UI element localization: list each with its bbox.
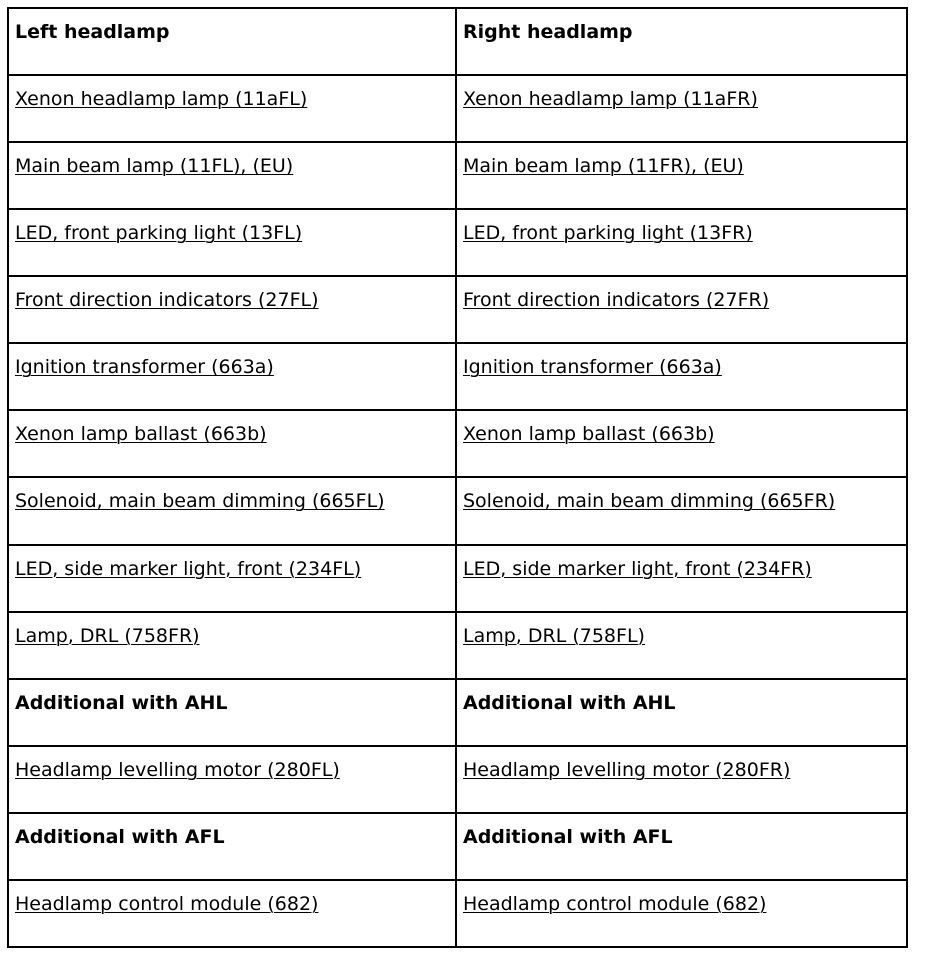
- table-cell: [456, 813, 907, 880]
- table-cell: [8, 276, 456, 343]
- table-cell: [8, 142, 456, 209]
- table-row: [8, 410, 907, 477]
- table-row: [8, 75, 907, 142]
- table-cell: [8, 679, 456, 746]
- left-headlamp-heading: Left headlamp: [15, 21, 170, 43]
- table-cell: [8, 343, 456, 410]
- right-headlamp-heading: Right headlamp: [463, 21, 633, 43]
- ahl-heading-right: Additional with AHL: [463, 691, 676, 714]
- component-link-left[interactable]: Headlamp control module (682): [15, 892, 319, 915]
- component-link-right[interactable]: LED, front parking light (13FR): [463, 222, 753, 245]
- afl-heading-left: Additional with AFL: [15, 825, 225, 848]
- table-row: [8, 612, 907, 679]
- section-heading-row-afl: [8, 813, 907, 880]
- header-cell-right: [456, 8, 907, 75]
- table-row: [8, 746, 907, 813]
- table-row: [8, 545, 907, 612]
- component-link-right[interactable]: Lamp, DRL (758FL): [463, 624, 645, 647]
- component-link-right[interactable]: Main beam lamp (11FR), (EU): [463, 155, 744, 178]
- component-link-right[interactable]: Xenon lamp ballast (663b): [463, 423, 715, 446]
- component-link-right[interactable]: Ignition transformer (663a): [463, 356, 722, 379]
- table-cell: [456, 880, 907, 947]
- table-cell: [8, 746, 456, 813]
- component-link-right[interactable]: LED, side marker light, front (234FR): [463, 557, 812, 580]
- component-link-left[interactable]: Front direction indicators (27FL): [15, 289, 319, 312]
- component-link-left[interactable]: Xenon headlamp lamp (11aFL): [15, 88, 308, 111]
- table-cell: [456, 343, 907, 410]
- table-row: [8, 477, 907, 544]
- table-cell: [456, 142, 907, 209]
- table-cell: [456, 276, 907, 343]
- table-cell: [456, 746, 907, 813]
- table-cell: [456, 612, 907, 679]
- component-link-left[interactable]: Xenon lamp ballast (663b): [15, 423, 267, 446]
- afl-heading-right: Additional with AFL: [463, 825, 673, 848]
- table-cell: [456, 410, 907, 477]
- component-link-right[interactable]: Solenoid, main beam dimming (665FR): [463, 490, 836, 513]
- table-row: [8, 880, 907, 947]
- table-cell: [8, 813, 456, 880]
- component-link-left[interactable]: Headlamp levelling motor (280FL): [15, 758, 340, 781]
- table-row: [8, 142, 907, 209]
- headlamp-components-table: [7, 7, 908, 948]
- component-link-left[interactable]: Solenoid, main beam dimming (665FL): [15, 490, 385, 513]
- table-cell: [8, 880, 456, 947]
- section-heading-row-ahl: [8, 679, 907, 746]
- table-cell: [8, 612, 456, 679]
- table-cell: [8, 410, 456, 477]
- table-row: [8, 209, 907, 276]
- component-link-right[interactable]: Xenon headlamp lamp (11aFR): [463, 88, 758, 111]
- component-link-left[interactable]: LED, side marker light, front (234FL): [15, 557, 362, 580]
- component-link-left[interactable]: LED, front parking light (13FL): [15, 222, 303, 245]
- component-link-left[interactable]: Lamp, DRL (758FR): [15, 624, 200, 647]
- table-cell: [456, 545, 907, 612]
- component-link-right[interactable]: Front direction indicators (27FR): [463, 289, 770, 312]
- ahl-heading-left: Additional with AHL: [15, 691, 228, 714]
- table-row: [8, 276, 907, 343]
- component-link-left[interactable]: Ignition transformer (663a): [15, 356, 274, 379]
- component-link-left[interactable]: Main beam lamp (11FL), (EU): [15, 155, 294, 178]
- table-cell: [456, 679, 907, 746]
- header-cell-left: [8, 8, 456, 75]
- table-cell: [8, 209, 456, 276]
- table-cell: [456, 477, 907, 544]
- component-link-right[interactable]: Headlamp levelling motor (280FR): [463, 758, 791, 781]
- table-header-row: [8, 8, 907, 75]
- table-cell: [456, 75, 907, 142]
- table-cell: [8, 545, 456, 612]
- table-row: [8, 343, 907, 410]
- table-cell: [8, 477, 456, 544]
- table-cell: [8, 75, 456, 142]
- table-cell: [456, 209, 907, 276]
- component-link-right[interactable]: Headlamp control module (682): [463, 892, 767, 915]
